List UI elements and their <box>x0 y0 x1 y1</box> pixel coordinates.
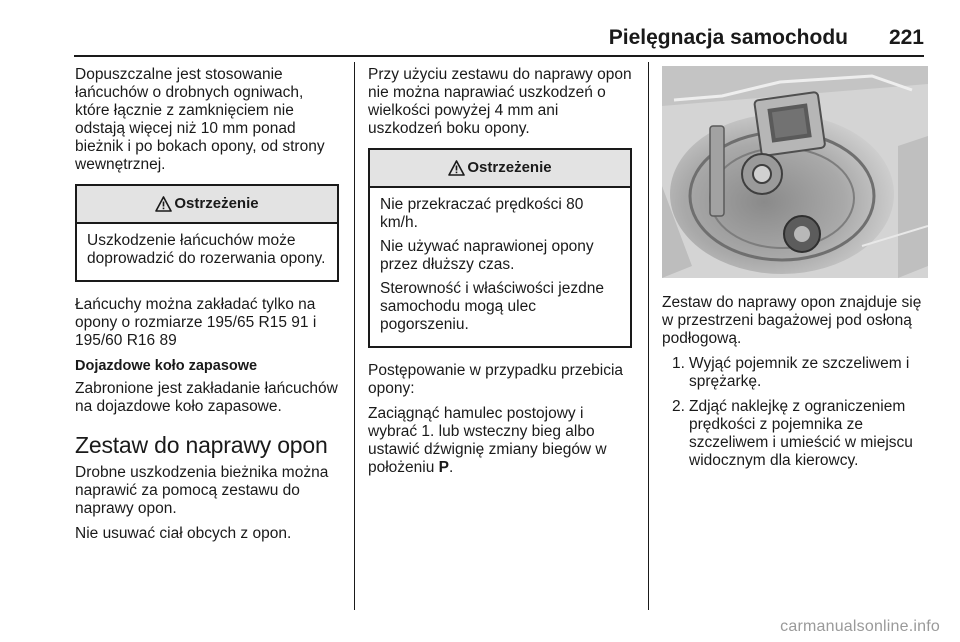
page-number: 221 <box>888 26 924 49</box>
gear-position-p: P <box>438 459 450 476</box>
spare-wheel-text: Zabronione jest zakładanie łańcuchów na dojazdowe koło zapasowe. <box>75 380 338 415</box>
warning-title: Ostrzeżenie <box>467 159 552 176</box>
repair-limits-text: Przy użyciu zestawu do naprawy opon nie można naprawiać uszkodzeń o wielkości powyżej 4 mm ani uszkodzeń boku opony. <box>368 66 632 137</box>
section-paragraph: Nie usuwać ciał obcych z opon. <box>75 525 292 542</box>
tire-repair-kit-illustration <box>662 66 928 278</box>
procedure-step-text: Zaciągnąć hamulec postojowy i wybrać 1. lub wsteczny bieg albo ustawić dźwignię zmiany biegów w położeniu P. <box>368 405 607 476</box>
section-title: Zestaw do naprawy opon <box>75 432 328 458</box>
warning-triangle-icon <box>155 196 172 212</box>
procedure-heading: Postępowanie w przypadku przebicia opony: <box>368 362 624 397</box>
list-item <box>672 398 928 470</box>
trunk-floor-illustration <box>662 66 928 278</box>
step-number: 2. <box>672 398 685 415</box>
warning-header <box>77 186 337 224</box>
warning-box <box>368 148 632 348</box>
warning-text: Uszkodzenie łańcuchów może doprowadzić do rozerwania opony. <box>87 232 326 267</box>
warning-triangle-icon <box>448 160 465 176</box>
spare-wheel-heading: Dojazdowe koło zapasowe <box>75 358 258 374</box>
warning-text: Sterowność i właściwości jezdne samochodu mogą ulec pogorszeniu. <box>380 280 604 333</box>
chains-size-text: Łańcuchy można zakładać tylko na opony o rozmiarze 195/65 R15 91 i 195/60 R16 89 <box>75 296 317 349</box>
section-paragraph: Drobne uszkodzenia bieżnika można naprawić za pomocą zestawu do naprawy opon. <box>75 464 329 517</box>
chains-intro-text: Dopuszczalne jest stosowanie łańcuchów o drobnych ogniwach, które łącznie z zamknięciem nie odstają więcej niż 10 mm ponad bieżnik i po bokach opony, od strony wewnętrznej. <box>75 66 325 173</box>
column-left <box>75 66 339 550</box>
watermark: carmanualsonline.info <box>780 618 940 635</box>
step-text: Wyjąć pojemnik ze szczeliwem i sprężarkę. <box>689 355 910 390</box>
warning-header <box>370 150 630 188</box>
column-middle <box>368 66 632 484</box>
warning-body <box>77 224 337 280</box>
warning-text: Nie przekraczać prędkości 80 km/h. <box>380 196 584 231</box>
page-title: Pielęgnacja samochodu <box>608 26 848 49</box>
column-divider <box>354 62 355 610</box>
warning-body <box>370 188 630 346</box>
warning-title: Ostrzeżenie <box>174 195 259 212</box>
warning-text: Nie używać naprawionej opony przez dłuższy czas. <box>380 238 594 273</box>
figure-caption: Zestaw do naprawy opon znajduje się w przestrzeni bagażowej pod osłoną podłogową. <box>662 294 922 347</box>
step-text: Zdjąć naklejkę z ograniczeniem prędkości z pojemnika ze szczeliwem i umieścić w miejscu widocznym dla kierowcy. <box>689 398 913 469</box>
step-number: 1. <box>672 355 685 372</box>
steps-list <box>672 355 928 470</box>
page-header <box>0 22 960 58</box>
list-item <box>672 355 928 391</box>
warning-box <box>75 184 339 282</box>
column-right <box>662 66 928 477</box>
column-divider <box>648 62 649 610</box>
header-rule <box>74 55 924 57</box>
